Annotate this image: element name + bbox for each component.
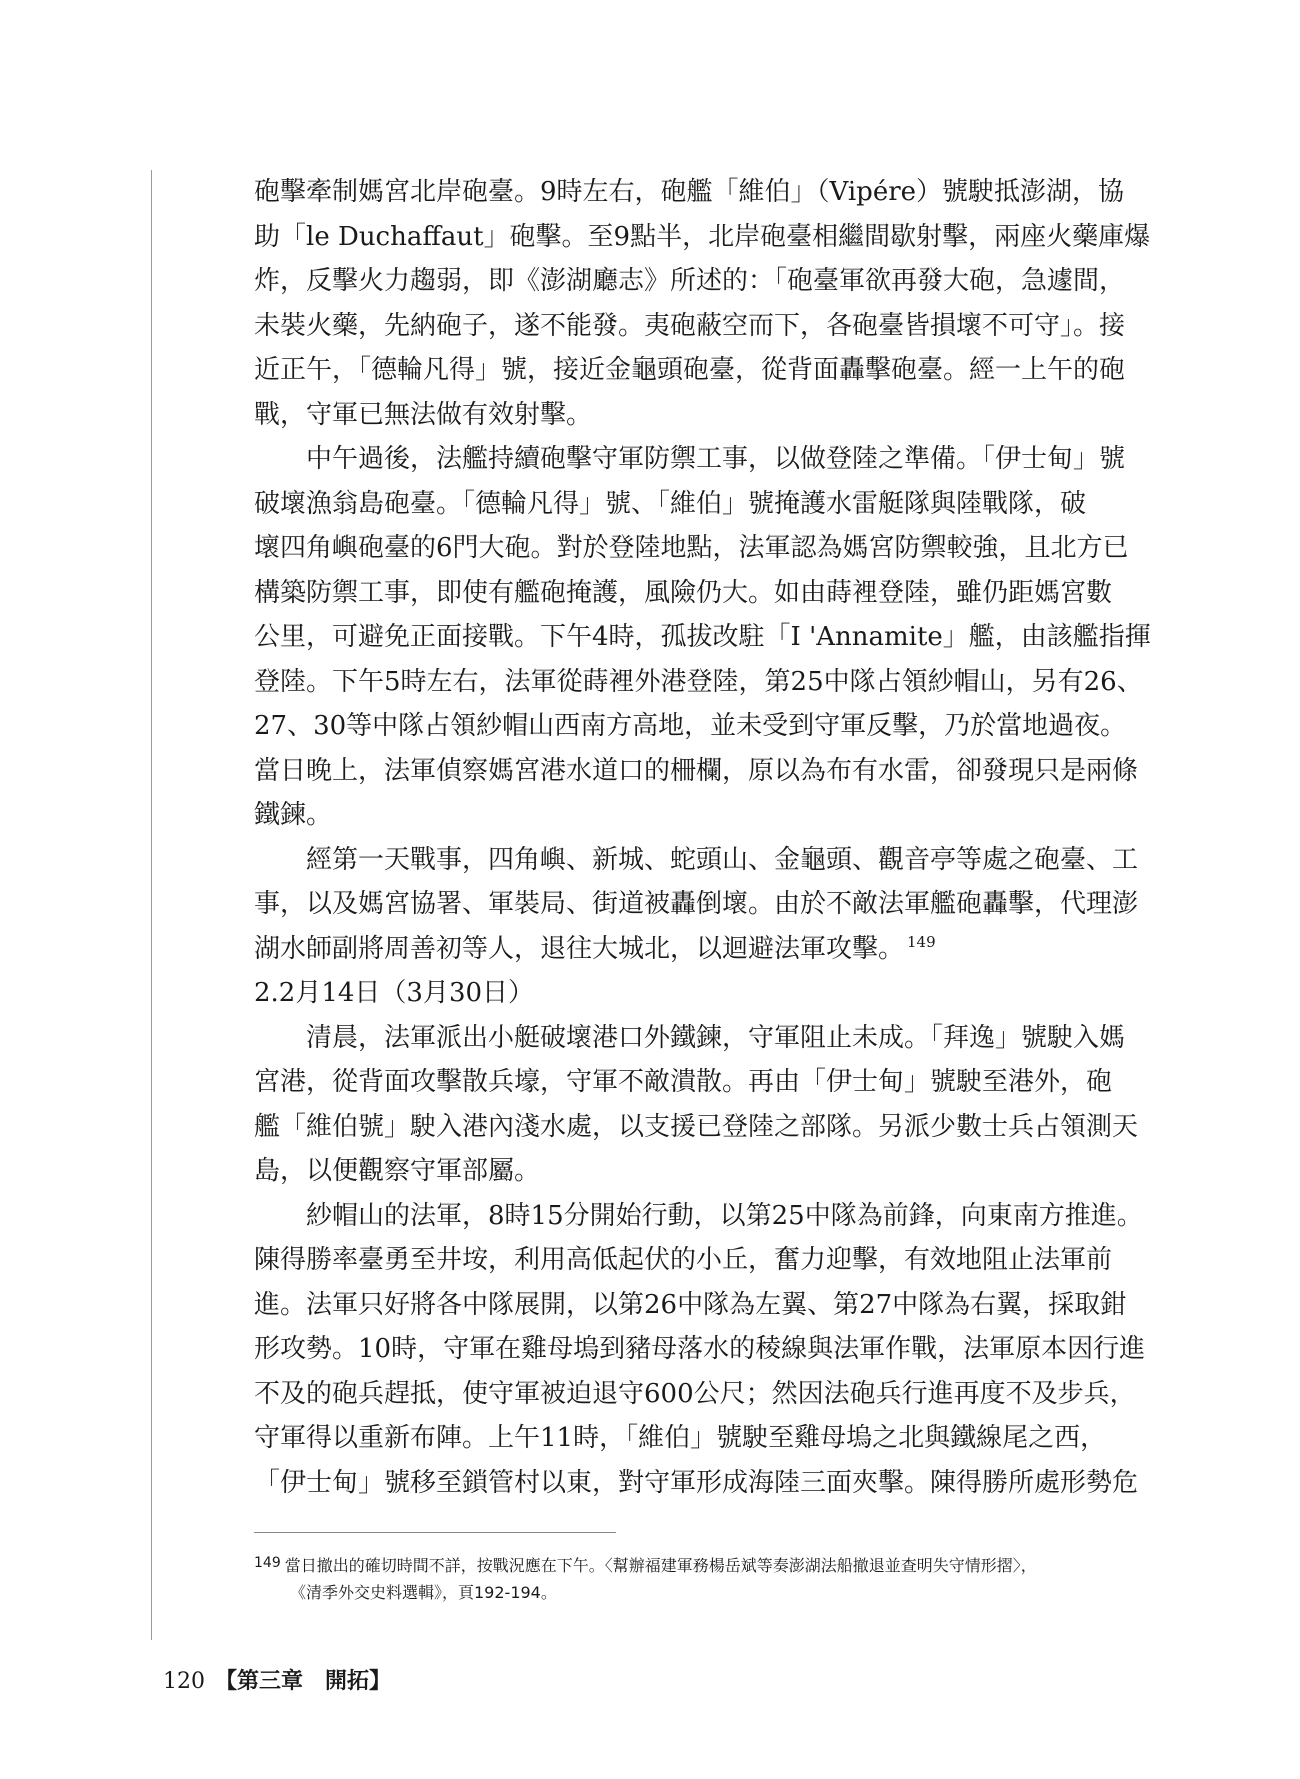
text-line: 形攻勢。10時，守軍在雞母塢到豬母落水的稜線與法軍作戰，法軍原本因行進 [254, 1334, 1146, 1364]
text-line: 事，以及媽宮協署、軍裝局、街道被轟倒壞。由於不敵法軍艦砲轟擊，代理澎 [254, 889, 1139, 919]
text-line: 公里，可避免正面接戰。下午4時，孤拔改駐「I 'Annamite」艦，由該艦指揮 [254, 622, 1151, 652]
text-line: 守軍得以重新布陣。上午11時，「維伯」號駛至雞母塢之北與鐵線尾之西， [254, 1423, 1107, 1453]
text-line: 未裝火藥，先納砲子，遂不能發。夷砲蔽空而下，各砲臺皆損壞不可守」。接 [254, 310, 1126, 341]
text-line-with-footnote [254, 927, 1130, 972]
text-line: 島，以便觀察守軍部屬。 [254, 1156, 541, 1186]
text-line: 戰，守軍已無法做有效射擊。 [254, 399, 593, 430]
text-line: 進。法軍只好將各中隊展開，以第26中隊為左翼、第27中隊為右翼，採取鉗 [254, 1289, 1127, 1320]
text-line: 「伊士甸」號移至鎖管村以東，對守軍形成海陸三面夾擊。陳得勝所處形勢危 [254, 1467, 1139, 1498]
footnotes [254, 1548, 1154, 1608]
text-line: 紗帽山的法軍，8時15分開始行動，以第25中隊為前鋒，向東南方推進。 [254, 1200, 1143, 1231]
footnote-text: 《清季外交史料選輯》，頁192-194。 [290, 1583, 557, 1602]
section-heading: 2.2月14日（3月30日） [254, 978, 535, 1008]
text-line: 助「le Duchaffaut」砲擊。至9點半，北岸砲臺相繼間歇射擊，兩座火藥庫爆 [254, 221, 1151, 252]
margin-rule [151, 170, 152, 1640]
page-number: 120 [163, 1669, 205, 1694]
text-line: 中午過後，法艦持續砲擊守軍防禦工事，以做登陸之準備。「伊士甸」號 [254, 444, 1126, 474]
footnote-rule [254, 1532, 616, 1533]
text-line: 構築防禦工事，即使有艦砲掩護，風險仍大。如由蒔裡登陸，雖仍距媽宮數 [254, 577, 1113, 608]
text-line: 當日晚上，法軍偵察媽宮港水道口的柵欄，原以為布有水雷，卻發現只是兩條 [254, 755, 1139, 786]
text-line: 鐵鍊。 [254, 800, 333, 830]
text-line: 近正午，「德輪凡得」號，接近金龜頭砲臺，從背面轟擊砲臺。經一上午的砲 [254, 355, 1126, 385]
text-line: 陳得勝率臺勇至井垵，利用高低起伏的小丘，奮力迎擊，有效地阻止法軍前 [254, 1245, 1113, 1275]
footnote-reference[interactable]: 149 [907, 932, 936, 951]
text-line: 宮港，從背面攻擊散兵壕，守軍不敵潰散。再由「伊士甸」號駛至港外，砲 [254, 1067, 1113, 1097]
text-line: 不及的砲兵趕抵，使守軍被迫退守600公尺；然因法砲兵行進再度不及步兵， [254, 1378, 1136, 1409]
text-line-content: 湖水師副將周善初等人，退往大城北，以迴避法軍攻擊。 [254, 933, 905, 964]
text-line: 砲擊牽制媽宮北岸砲臺。9時左右，砲艦「維伯」（Vipére）號駛抵澎湖，協 [254, 177, 1125, 207]
text-line: 經第一天戰事，四角嶼、新城、蛇頭山、金龜頭、觀音亭等處之砲臺、工 [254, 844, 1139, 875]
text-line: 27、30等中隊占領紗帽山西南方高地，並未受到守軍反擊，乃於當地過夜。 [254, 711, 1127, 741]
chapter-title: 【第三章 開拓】 [215, 1668, 392, 1694]
page-footer [163, 1664, 391, 1695]
text-line: 炸，反擊火力趨弱，即《澎湖廳志》所述的：「砲臺軍欲再發大砲，急遽間， [254, 266, 1126, 296]
text-line: 登陸。下午5時左右，法軍從蒔裡外港登陸，第25中隊占領紗帽山，另有26、 [254, 666, 1143, 697]
text-line: 壞四角嶼砲臺的6門大砲。對於登陸地點，法軍認為媽宮防禦較強，且北方已 [254, 533, 1129, 563]
footnote-number: 149 [254, 1555, 281, 1571]
text-line: 清晨，法軍派出小艇破壞港口外鐵鍊，守軍阻止未成。「拜逸」號駛入媽 [254, 1022, 1126, 1053]
footnote-text: 當日撤出的確切時間不詳，按戰況應在下午。〈幫辦福建軍務楊岳斌等奏澎湖法船撤退並查明失守情形摺〉， [284, 1556, 1037, 1575]
footnote-line [254, 1548, 1154, 1578]
body-text [254, 170, 1151, 1505]
footnote-line [254, 1578, 1154, 1608]
text-line: 艦「維伯號」駛入港內淺水處，以支援已登陸之部隊。另派少數士兵占領測天 [254, 1111, 1139, 1142]
text-line: 破壞漁翁島砲臺。「德輪凡得」號、「維伯」號掩護水雷艇隊與陸戰隊，破 [254, 488, 1087, 519]
